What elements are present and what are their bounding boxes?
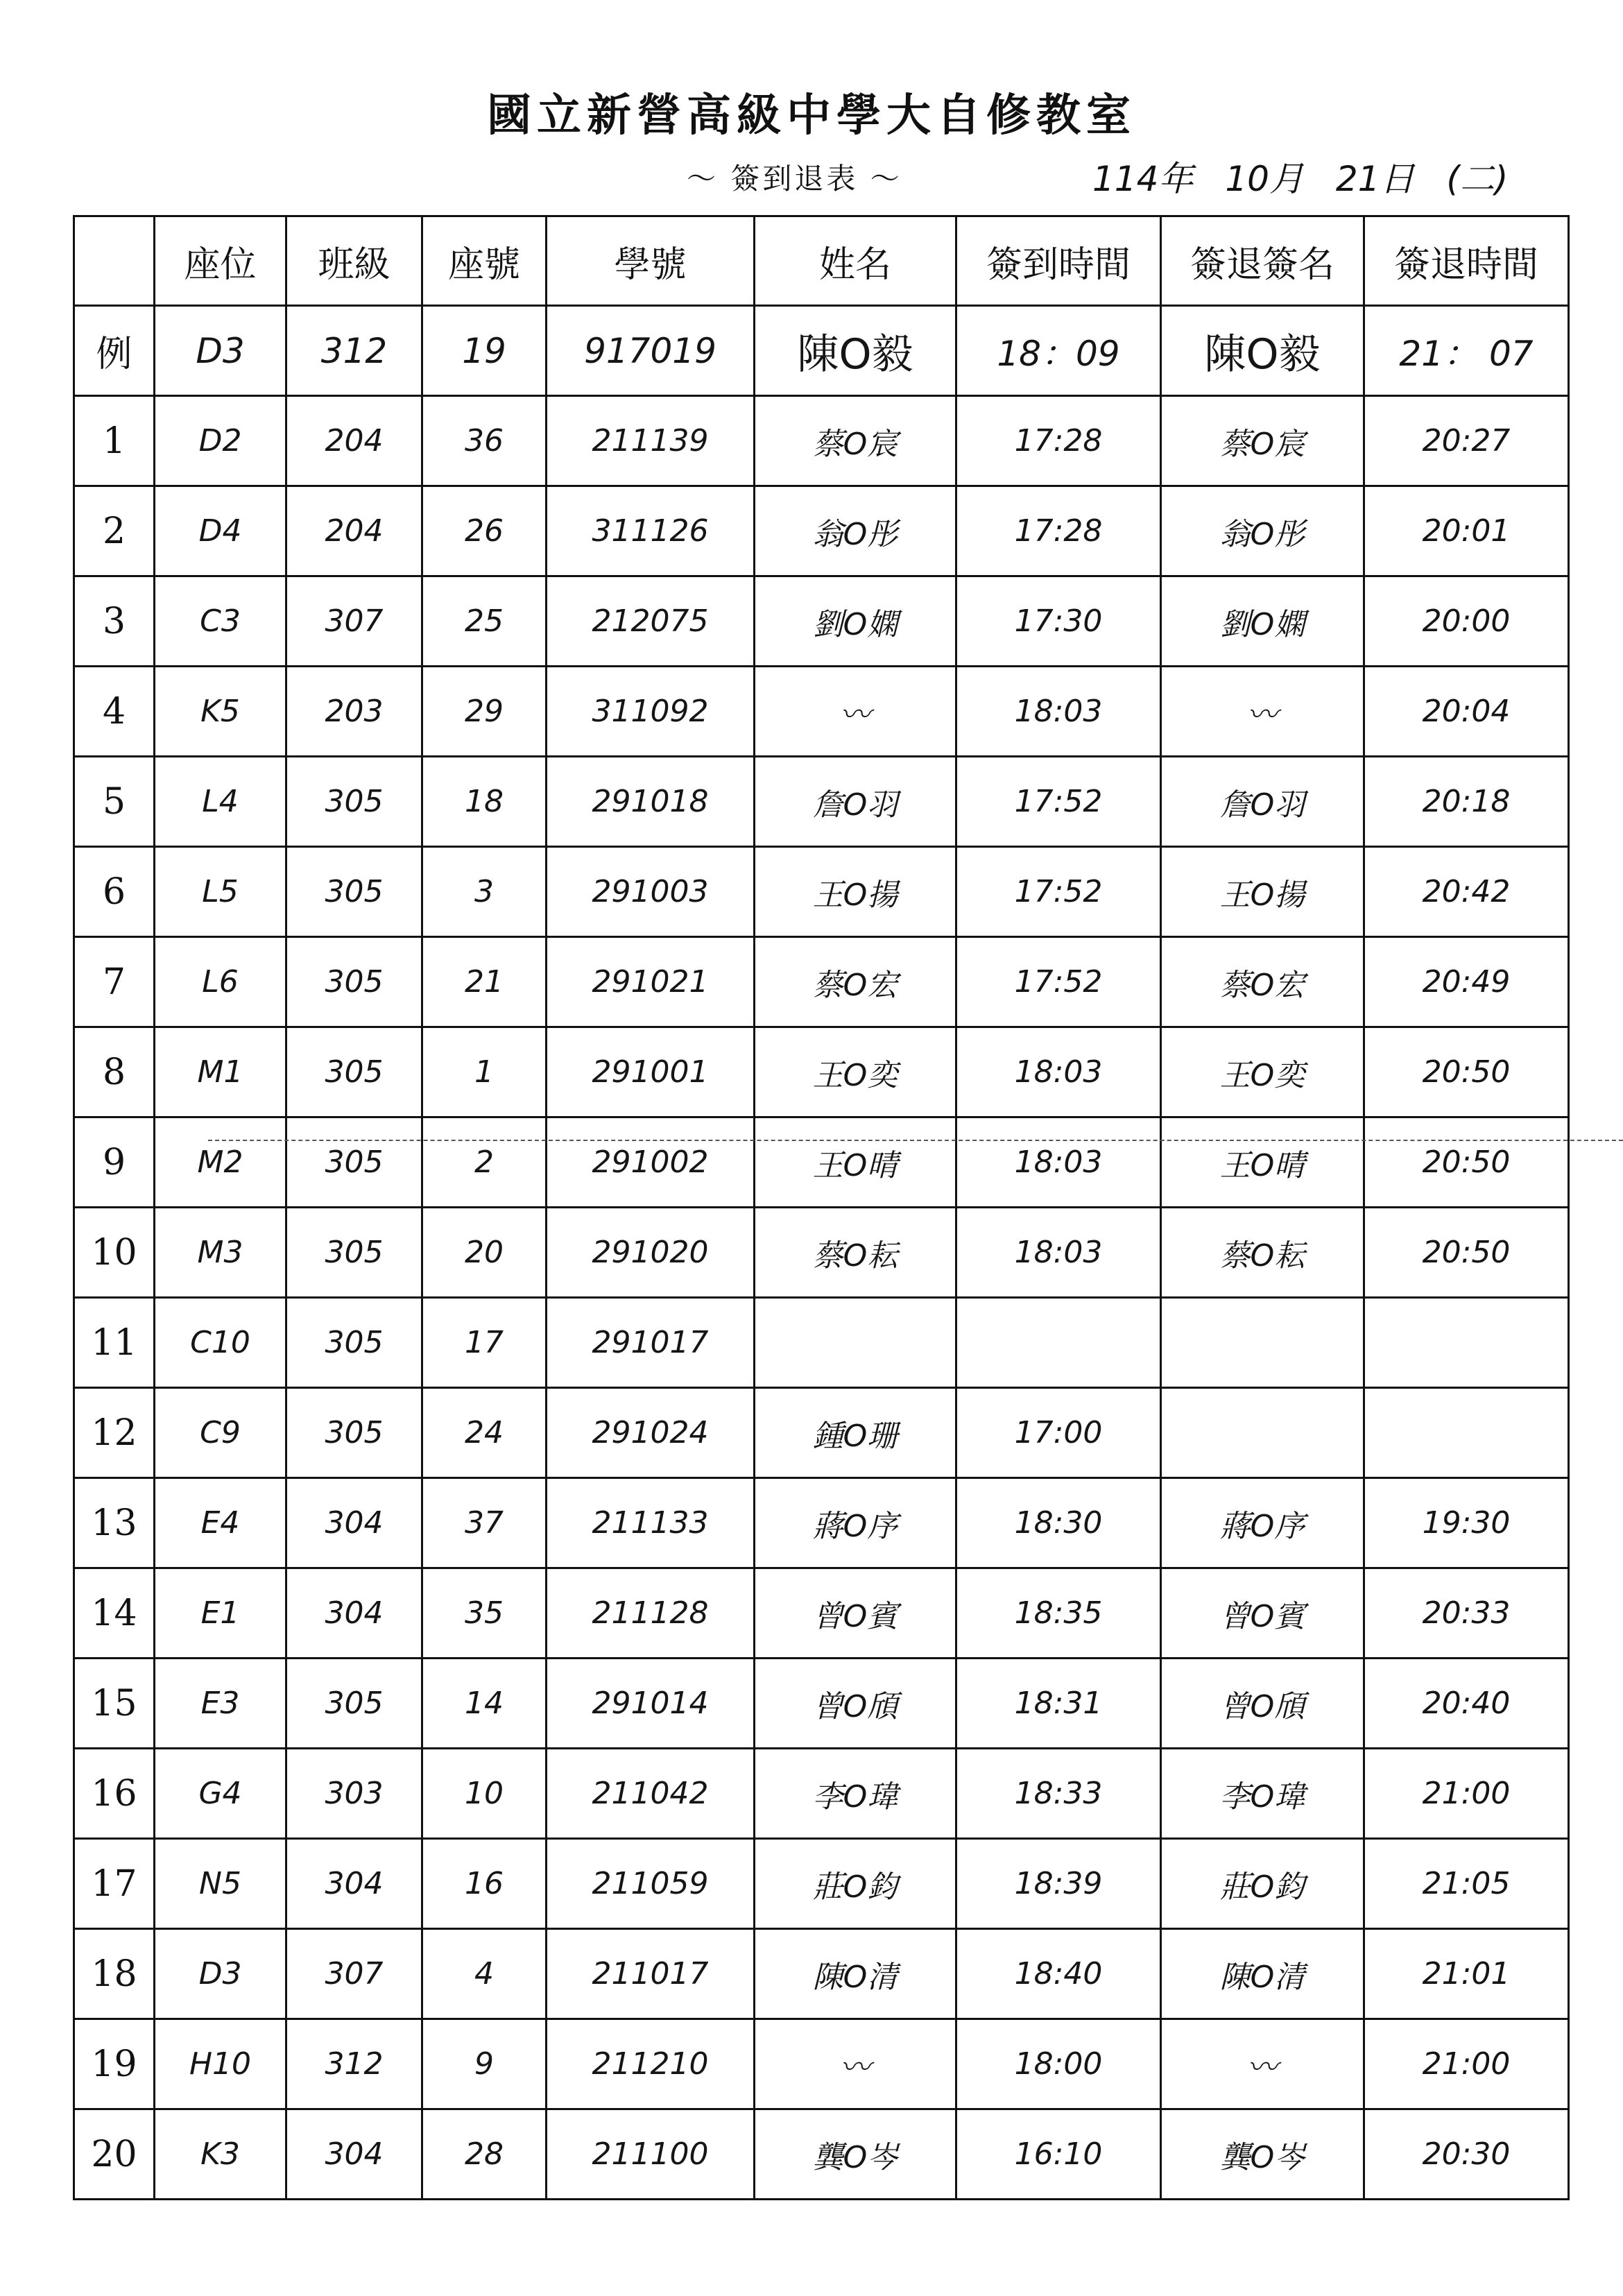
table-row bbox=[74, 1388, 1569, 1478]
cell-seat-number: 16 bbox=[422, 1839, 547, 1929]
cell-sign-out-time: 19:30 bbox=[1364, 1478, 1569, 1568]
cell-name: 龔O岑 bbox=[755, 2109, 956, 2200]
cell-sign-in-time: 18：09 bbox=[956, 306, 1161, 396]
cell-sign-out-time: 21:00 bbox=[1364, 1749, 1569, 1839]
table-row bbox=[74, 1659, 1569, 1749]
table-header-row bbox=[74, 216, 1569, 306]
cell-student-id: 291002 bbox=[547, 1117, 755, 1208]
cell-row-number: 7 bbox=[74, 937, 155, 1027]
cell-seat-number: 1 bbox=[422, 1027, 547, 1117]
cell-seat: C3 bbox=[155, 576, 286, 667]
cell-sign-out-time: 20:18 bbox=[1364, 757, 1569, 847]
cell-sign-in-time: 17:52 bbox=[956, 937, 1161, 1027]
cell-sign-out-signature: 蔣O序 bbox=[1161, 1478, 1364, 1568]
cell-sign-out-signature: 曾O賓 bbox=[1161, 1568, 1364, 1659]
cell-row-number: 例 bbox=[74, 306, 155, 396]
cell-class: 204 bbox=[286, 486, 422, 576]
dashed-line-mark bbox=[208, 1140, 1623, 1141]
cell-row-number: 16 bbox=[74, 1749, 155, 1839]
cell-seat: D3 bbox=[155, 1929, 286, 2019]
cell-class: 304 bbox=[286, 1839, 422, 1929]
cell-sign-out-time: 20:30 bbox=[1364, 2109, 1569, 2200]
table-row bbox=[74, 667, 1569, 757]
cell-name: 鍾O珊 bbox=[755, 1388, 956, 1478]
cell-student-id: 212075 bbox=[547, 576, 755, 667]
cell-seat-number: 21 bbox=[422, 937, 547, 1027]
cell-seat-number: 2 bbox=[422, 1117, 547, 1208]
cell-student-id: 211017 bbox=[547, 1929, 755, 2019]
cell-sign-out-time: 20:40 bbox=[1364, 1659, 1569, 1749]
cell-seat: L4 bbox=[155, 757, 286, 847]
cell-row-number: 6 bbox=[74, 847, 155, 937]
cell-sign-out-time: 20:33 bbox=[1364, 1568, 1569, 1659]
cell-name: 翁O彤 bbox=[755, 486, 956, 576]
cell-row-number: 13 bbox=[74, 1478, 155, 1568]
table-row bbox=[74, 847, 1569, 937]
table-row bbox=[74, 2019, 1569, 2109]
cell-student-id: 291018 bbox=[547, 757, 755, 847]
cell-seat-number: 28 bbox=[422, 2109, 547, 2200]
cell-sign-out-time: 20:50 bbox=[1364, 1208, 1569, 1298]
cell-name: 蔡O宸 bbox=[755, 396, 956, 486]
cell-sign-in-time: 17:30 bbox=[956, 576, 1161, 667]
cell-student-id: 311126 bbox=[547, 486, 755, 576]
cell-student-id: 211100 bbox=[547, 2109, 755, 2200]
cell-name: 蔡O宏 bbox=[755, 937, 956, 1027]
sign-in-out-table bbox=[73, 215, 1570, 2200]
cell-class: 304 bbox=[286, 1478, 422, 1568]
cell-sign-out-signature: 劉O嫻 bbox=[1161, 576, 1364, 667]
cell-sign-out-signature: 莊O鈞 bbox=[1161, 1839, 1364, 1929]
cell-sign-out-time: 21:01 bbox=[1364, 1929, 1569, 2019]
cell-sign-out-signature: 翁O彤 bbox=[1161, 486, 1364, 576]
cell-seat-number: 18 bbox=[422, 757, 547, 847]
column-header-class: 班級 bbox=[286, 216, 422, 306]
handwritten-date: 114年 10月 21日 (二) bbox=[1092, 159, 1509, 199]
cell-row-number: 12 bbox=[74, 1388, 155, 1478]
cell-row-number: 4 bbox=[74, 667, 155, 757]
cell-class: 312 bbox=[286, 306, 422, 396]
cell-seat: L5 bbox=[155, 847, 286, 937]
cell-class: 305 bbox=[286, 1027, 422, 1117]
cell-seat: M3 bbox=[155, 1208, 286, 1298]
cell-student-id: 291003 bbox=[547, 847, 755, 937]
cell-seat: C9 bbox=[155, 1388, 286, 1478]
cell-seat-number: 35 bbox=[422, 1568, 547, 1659]
cell-row-number: 10 bbox=[74, 1208, 155, 1298]
cell-class: 305 bbox=[286, 1298, 422, 1388]
cell-class: 304 bbox=[286, 2109, 422, 2200]
cell-class: 305 bbox=[286, 757, 422, 847]
cell-sign-out-time bbox=[1364, 1388, 1569, 1478]
cell-sign-out-time: 20:01 bbox=[1364, 486, 1569, 576]
cell-class: 303 bbox=[286, 1749, 422, 1839]
cell-sign-in-time: 18:35 bbox=[956, 1568, 1161, 1659]
table-row bbox=[74, 396, 1569, 486]
cell-sign-in-time: 17:28 bbox=[956, 486, 1161, 576]
cell-sign-out-time bbox=[1364, 1298, 1569, 1388]
cell-seat: E3 bbox=[155, 1659, 286, 1749]
cell-sign-in-time: 18:03 bbox=[956, 1208, 1161, 1298]
cell-row-number: 9 bbox=[74, 1117, 155, 1208]
cell-sign-out-signature: 王O晴 bbox=[1161, 1117, 1364, 1208]
cell-sign-out-time: 20:49 bbox=[1364, 937, 1569, 1027]
cell-seat: K5 bbox=[155, 667, 286, 757]
cell-sign-in-time: 18:03 bbox=[956, 1027, 1161, 1117]
cell-row-number: 3 bbox=[74, 576, 155, 667]
table-row bbox=[74, 937, 1569, 1027]
column-header-row-number bbox=[74, 216, 155, 306]
cell-sign-in-time: 17:52 bbox=[956, 757, 1161, 847]
cell-student-id: 917019 bbox=[547, 306, 755, 396]
cell-class: 304 bbox=[286, 1568, 422, 1659]
column-header-seat-number: 座號 bbox=[422, 216, 547, 306]
cell-student-id: 311092 bbox=[547, 667, 755, 757]
table-row bbox=[74, 1027, 1569, 1117]
cell-sign-out-signature: 〰 bbox=[1161, 2019, 1364, 2109]
cell-class: 305 bbox=[286, 1659, 422, 1749]
table-row bbox=[74, 486, 1569, 576]
column-header-sign-in-time: 簽到時間 bbox=[956, 216, 1161, 306]
cell-seat-number: 9 bbox=[422, 2019, 547, 2109]
cell-class: 312 bbox=[286, 2019, 422, 2109]
cell-seat-number: 17 bbox=[422, 1298, 547, 1388]
cell-student-id: 211210 bbox=[547, 2019, 755, 2109]
cell-sign-out-signature: 陳O毅 bbox=[1161, 306, 1364, 396]
cell-seat-number: 10 bbox=[422, 1749, 547, 1839]
cell-seat-number: 36 bbox=[422, 396, 547, 486]
cell-student-id: 291014 bbox=[547, 1659, 755, 1749]
cell-row-number: 17 bbox=[74, 1839, 155, 1929]
cell-sign-in-time: 18:30 bbox=[956, 1478, 1161, 1568]
cell-name: 〰 bbox=[755, 2019, 956, 2109]
cell-seat-number: 4 bbox=[422, 1929, 547, 2019]
cell-sign-out-time: 21： 07 bbox=[1364, 306, 1569, 396]
cell-sign-in-time: 17:00 bbox=[956, 1388, 1161, 1478]
cell-row-number: 20 bbox=[74, 2109, 155, 2200]
cell-row-number: 15 bbox=[74, 1659, 155, 1749]
cell-seat: K3 bbox=[155, 2109, 286, 2200]
cell-row-number: 11 bbox=[74, 1298, 155, 1388]
cell-sign-out-signature: 曾O頎 bbox=[1161, 1659, 1364, 1749]
cell-sign-in-time: 18:31 bbox=[956, 1659, 1161, 1749]
cell-sign-out-signature: 〰 bbox=[1161, 667, 1364, 757]
cell-name: 王O奕 bbox=[755, 1027, 956, 1117]
cell-sign-out-time: 21:00 bbox=[1364, 2019, 1569, 2109]
cell-seat: E4 bbox=[155, 1478, 286, 1568]
cell-sign-in-time: 16:10 bbox=[956, 2109, 1161, 2200]
cell-class: 305 bbox=[286, 937, 422, 1027]
cell-name: 王O晴 bbox=[755, 1117, 956, 1208]
cell-row-number: 19 bbox=[74, 2019, 155, 2109]
cell-sign-out-signature: 蔡O耘 bbox=[1161, 1208, 1364, 1298]
table-row bbox=[74, 757, 1569, 847]
cell-sign-out-signature: 蔡O宏 bbox=[1161, 937, 1364, 1027]
cell-sign-out-time: 20:00 bbox=[1364, 576, 1569, 667]
cell-name: 蔣O序 bbox=[755, 1478, 956, 1568]
column-header-seat: 座位 bbox=[155, 216, 286, 306]
cell-sign-in-time: 17:52 bbox=[956, 847, 1161, 937]
cell-sign-out-time: 21:05 bbox=[1364, 1839, 1569, 1929]
cell-seat: M1 bbox=[155, 1027, 286, 1117]
cell-sign-out-signature: 李O瑋 bbox=[1161, 1749, 1364, 1839]
cell-seat-number: 25 bbox=[422, 576, 547, 667]
cell-sign-in-time bbox=[956, 1298, 1161, 1388]
cell-class: 305 bbox=[286, 1388, 422, 1478]
cell-seat-number: 14 bbox=[422, 1659, 547, 1749]
cell-sign-in-time: 18:03 bbox=[956, 667, 1161, 757]
cell-row-number: 1 bbox=[74, 396, 155, 486]
cell-seat: E1 bbox=[155, 1568, 286, 1659]
cell-sign-out-signature: 王O奕 bbox=[1161, 1027, 1364, 1117]
table-row bbox=[74, 1839, 1569, 1929]
cell-name: 劉O嫻 bbox=[755, 576, 956, 667]
cell-student-id: 291021 bbox=[547, 937, 755, 1027]
cell-sign-out-time: 20:04 bbox=[1364, 667, 1569, 757]
cell-sign-out-signature: 蔡O宸 bbox=[1161, 396, 1364, 486]
cell-seat-number: 37 bbox=[422, 1478, 547, 1568]
cell-name: 蔡O耘 bbox=[755, 1208, 956, 1298]
cell-sign-out-time: 20:27 bbox=[1364, 396, 1569, 486]
cell-row-number: 18 bbox=[74, 1929, 155, 2019]
table-row bbox=[74, 1208, 1569, 1298]
cell-sign-out-signature bbox=[1161, 1298, 1364, 1388]
cell-student-id: 291001 bbox=[547, 1027, 755, 1117]
example-row bbox=[74, 306, 1569, 396]
cell-seat: H10 bbox=[155, 2019, 286, 2109]
table-row bbox=[74, 1478, 1569, 1568]
document-title: 國立新營高級中學大自修教室 bbox=[487, 89, 1136, 142]
cell-seat: D3 bbox=[155, 306, 286, 396]
cell-student-id: 291017 bbox=[547, 1298, 755, 1388]
cell-sign-out-signature: 龔O岑 bbox=[1161, 2109, 1364, 2200]
cell-student-id: 291020 bbox=[547, 1208, 755, 1298]
table-row bbox=[74, 1929, 1569, 2019]
cell-sign-out-signature bbox=[1161, 1388, 1364, 1478]
cell-class: 307 bbox=[286, 1929, 422, 2019]
cell-class: 203 bbox=[286, 667, 422, 757]
cell-seat: G4 bbox=[155, 1749, 286, 1839]
table-row bbox=[74, 1117, 1569, 1208]
cell-name bbox=[755, 1298, 956, 1388]
cell-row-number: 14 bbox=[74, 1568, 155, 1659]
cell-sign-out-signature: 陳O清 bbox=[1161, 1929, 1364, 2019]
cell-name: 王O揚 bbox=[755, 847, 956, 937]
cell-class: 305 bbox=[286, 1208, 422, 1298]
cell-sign-out-time: 20:50 bbox=[1364, 1117, 1569, 1208]
table-row bbox=[74, 576, 1569, 667]
table-row bbox=[74, 1568, 1569, 1659]
cell-sign-out-signature: 詹O羽 bbox=[1161, 757, 1364, 847]
cell-row-number: 2 bbox=[74, 486, 155, 576]
cell-row-number: 8 bbox=[74, 1027, 155, 1117]
cell-seat: D2 bbox=[155, 396, 286, 486]
cell-name: 曾O頎 bbox=[755, 1659, 956, 1749]
cell-sign-out-time: 20:42 bbox=[1364, 847, 1569, 937]
column-header-student-id: 學號 bbox=[547, 216, 755, 306]
cell-seat: C10 bbox=[155, 1298, 286, 1388]
cell-sign-out-signature: 王O揚 bbox=[1161, 847, 1364, 937]
cell-student-id: 211042 bbox=[547, 1749, 755, 1839]
cell-student-id: 211128 bbox=[547, 1568, 755, 1659]
document-subtitle: ～ 簽到退表 ～ bbox=[687, 162, 902, 196]
cell-name: 〰 bbox=[755, 667, 956, 757]
cell-name: 陳O毅 bbox=[755, 306, 956, 396]
table-row bbox=[74, 1749, 1569, 1839]
cell-sign-out-time: 20:50 bbox=[1364, 1027, 1569, 1117]
cell-class: 307 bbox=[286, 576, 422, 667]
cell-seat: D4 bbox=[155, 486, 286, 576]
cell-class: 305 bbox=[286, 1117, 422, 1208]
table-row bbox=[74, 2109, 1569, 2200]
cell-name: 陳O清 bbox=[755, 1929, 956, 2019]
column-header-sign-out-time: 簽退時間 bbox=[1364, 216, 1569, 306]
cell-seat-number: 19 bbox=[422, 306, 547, 396]
cell-sign-in-time: 18:39 bbox=[956, 1839, 1161, 1929]
cell-name: 曾O賓 bbox=[755, 1568, 956, 1659]
cell-name: 詹O羽 bbox=[755, 757, 956, 847]
cell-sign-in-time: 18:03 bbox=[956, 1117, 1161, 1208]
column-header-sign-out-signature: 簽退簽名 bbox=[1161, 216, 1364, 306]
cell-seat-number: 20 bbox=[422, 1208, 547, 1298]
cell-seat-number: 26 bbox=[422, 486, 547, 576]
cell-sign-in-time: 17:28 bbox=[956, 396, 1161, 486]
cell-class: 204 bbox=[286, 396, 422, 486]
cell-student-id: 211059 bbox=[547, 1839, 755, 1929]
column-header-name: 姓名 bbox=[755, 216, 956, 306]
cell-seat-number: 3 bbox=[422, 847, 547, 937]
cell-name: 李O瑋 bbox=[755, 1749, 956, 1839]
cell-seat: N5 bbox=[155, 1839, 286, 1929]
table-row bbox=[74, 1298, 1569, 1388]
cell-student-id: 291024 bbox=[547, 1388, 755, 1478]
cell-seat: M2 bbox=[155, 1117, 286, 1208]
cell-seat: L6 bbox=[155, 937, 286, 1027]
cell-seat-number: 24 bbox=[422, 1388, 547, 1478]
cell-sign-in-time: 18:33 bbox=[956, 1749, 1161, 1839]
cell-sign-in-time: 18:40 bbox=[956, 1929, 1161, 2019]
cell-seat-number: 29 bbox=[422, 667, 547, 757]
cell-row-number: 5 bbox=[74, 757, 155, 847]
cell-class: 305 bbox=[286, 847, 422, 937]
cell-sign-in-time: 18:00 bbox=[956, 2019, 1161, 2109]
cell-name: 莊O鈞 bbox=[755, 1839, 956, 1929]
cell-student-id: 211133 bbox=[547, 1478, 755, 1568]
cell-student-id: 211139 bbox=[547, 396, 755, 486]
